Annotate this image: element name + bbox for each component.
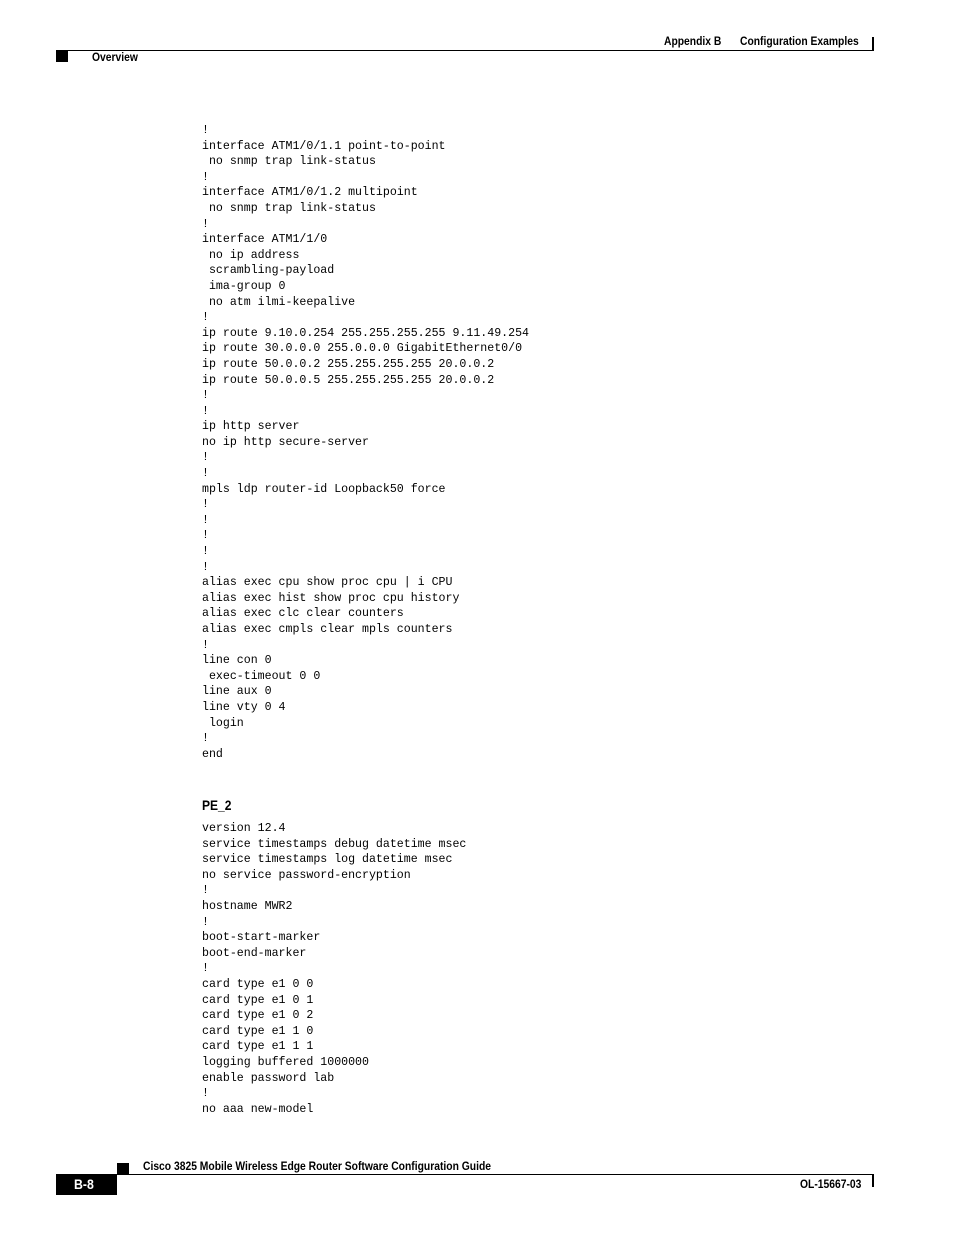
- code-line: card type e1 1 0: [202, 1024, 314, 1038]
- code-line: ima-group 0: [202, 279, 286, 293]
- code-line: interface ATM1/0/1.1 point-to-point: [202, 139, 446, 153]
- code-line: ip route 50.0.0.2 255.255.255.255 20.0.0.2: [202, 357, 495, 371]
- code-line: card type e1 0 0: [202, 977, 314, 991]
- code-line: line vty 0 4: [202, 700, 286, 714]
- code-line: !: [202, 217, 209, 231]
- code-line: hostname MWR2: [202, 899, 293, 913]
- code-line: !: [202, 962, 209, 976]
- header-appendix-label: Appendix B: [664, 34, 722, 48]
- code-line: !: [202, 451, 209, 465]
- footer-horizontal-rule: [117, 1174, 874, 1175]
- code-line: alias exec clc clear counters: [202, 607, 404, 621]
- code-line: boot-end-marker: [202, 946, 307, 960]
- code-line: alias exec cpu show proc cpu | i CPU: [202, 576, 453, 590]
- section-heading-pe2: PE_2: [202, 797, 232, 813]
- header-vertical-rule: [872, 37, 874, 50]
- code-line: login: [202, 716, 244, 730]
- footer-vertical-rule: [872, 1174, 874, 1187]
- header-section-marker: [56, 51, 68, 62]
- code-line: service timestamps log datetime msec: [202, 853, 453, 867]
- code-line: ip route 50.0.0.5 255.255.255.255 20.0.0.2: [202, 373, 495, 387]
- code-line: card type e1 0 2: [202, 1009, 314, 1023]
- code-line: logging buffered 1000000: [202, 1055, 369, 1069]
- code-line: no service password-encryption: [202, 868, 411, 882]
- code-line: ip http server: [202, 420, 300, 434]
- code-line: interface ATM1/1/0: [202, 233, 328, 247]
- code-line: line con 0: [202, 654, 272, 668]
- code-line: !: [202, 545, 209, 559]
- footer-guide-title: Cisco 3825 Mobile Wireless Edge Router Software Configuration Guide: [143, 1159, 491, 1173]
- code-line: !: [202, 498, 209, 512]
- code-line: version 12.4: [202, 822, 286, 835]
- header-section-label: Overview: [92, 50, 138, 64]
- footer-page-number: B-8: [74, 1176, 94, 1192]
- code-line: !: [202, 884, 209, 898]
- code-line: card type e1 0 1: [202, 993, 314, 1007]
- code-line: !: [202, 389, 209, 403]
- code-line: alias exec hist show proc cpu history: [202, 591, 460, 605]
- code-line: boot-start-marker: [202, 931, 321, 945]
- code-line: interface ATM1/0/1.2 multipoint: [202, 186, 418, 200]
- code-line: no ip http secure-server: [202, 435, 369, 449]
- code-line: ip route 9.10.0.254 255.255.255.255 9.11.49.254: [202, 326, 529, 340]
- code-line: !: [202, 404, 209, 418]
- code-line: no aaa new-model: [202, 1102, 314, 1116]
- code-line: exec-timeout 0 0: [202, 669, 321, 683]
- header-horizontal-rule: [56, 50, 874, 51]
- code-line: !: [202, 915, 209, 929]
- footer-doc-number: OL-15667-03: [800, 1177, 862, 1191]
- code-line: !: [202, 311, 209, 325]
- code-line: no ip address: [202, 248, 300, 262]
- code-line: !: [202, 513, 209, 527]
- code-line: !: [202, 1087, 209, 1101]
- code-line: !: [202, 124, 209, 137]
- code-line: scrambling-payload: [202, 264, 335, 278]
- code-line: line aux 0: [202, 685, 272, 699]
- header-chapter-title: Configuration Examples: [740, 34, 859, 48]
- code-line: alias exec cmpls clear mpls counters: [202, 623, 453, 636]
- code-line: service timestamps debug datetime msec: [202, 837, 467, 851]
- code-line: end: [202, 747, 223, 761]
- code-line: no snmp trap link-status: [202, 201, 376, 215]
- code-line: card type e1 1 1: [202, 1040, 314, 1054]
- code-line: !: [202, 638, 209, 652]
- code-line: !: [202, 560, 209, 574]
- code-line: ip route 30.0.0.0 255.0.0.0 GigabitEthernet0/0: [202, 342, 523, 356]
- config-code-block-2: [202, 821, 466, 1117]
- config-code-block-1: [202, 123, 529, 762]
- footer-page-number-box: [56, 1174, 117, 1195]
- code-line: mpls ldp router-id Loopback50 force: [202, 482, 446, 496]
- code-line: !: [202, 467, 209, 481]
- code-line: !: [202, 732, 209, 746]
- code-line: !: [202, 170, 209, 184]
- footer-marker: [117, 1163, 129, 1174]
- code-line: no atm ilmi-keepalive: [202, 295, 356, 309]
- code-line: !: [202, 529, 209, 543]
- code-line: no snmp trap link-status: [202, 155, 376, 169]
- code-line: enable password lab: [202, 1071, 335, 1085]
